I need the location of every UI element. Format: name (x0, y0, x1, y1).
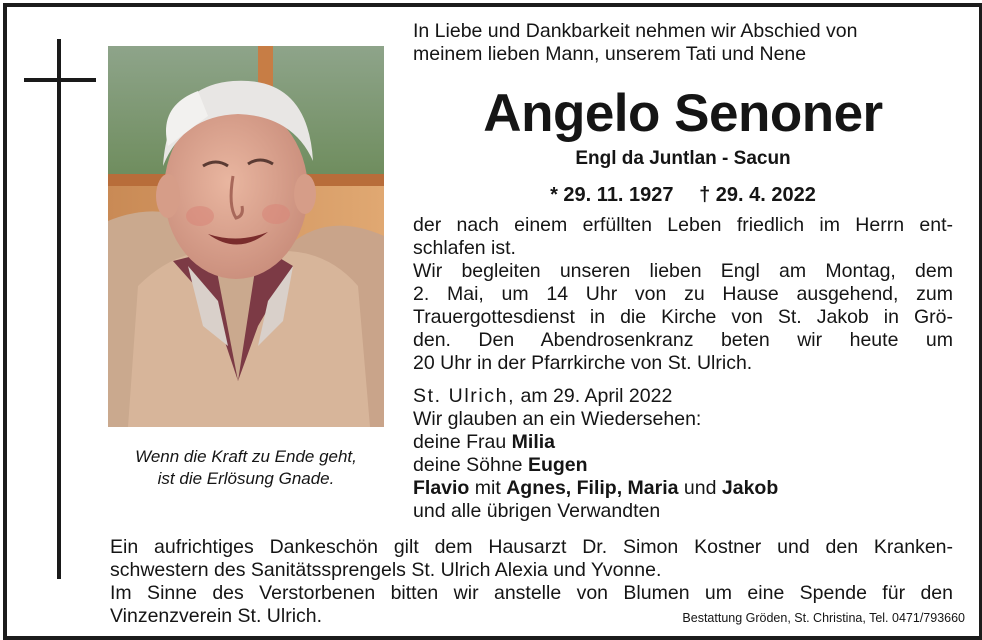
thanks-line: schwestern des Sanitätssprengels St. Ulrich Alexia und Yvonne. (110, 559, 662, 581)
body-line: Wir begleiten unseren lieben Engl am Montag, dem (413, 260, 953, 282)
announcement-body (413, 214, 953, 375)
place: St. Ulrich, (413, 385, 516, 407)
mourners-list (413, 408, 953, 523)
mourner-sons (413, 454, 953, 477)
grandchildren-names: Agnes, Filip, Maria (506, 477, 679, 499)
quote-line-2: ist die Erlösung Gnade. (157, 469, 335, 488)
quote-line-1: Wenn die Kraft zu Ende geht, (135, 447, 357, 466)
cross-horizontal-bar (24, 78, 96, 82)
mourner-wife (413, 431, 953, 454)
mourners-intro: Wir glauben an ein Wiedersehen: (413, 408, 702, 430)
life-dates (413, 183, 953, 207)
memorial-quote (108, 446, 384, 490)
portrait-photo (108, 46, 384, 427)
thanks-line: Ein aufrichtiges Dankeschön gilt dem Hausarzt Dr. Simon Kostner und den Kranken- (110, 536, 953, 558)
grandchild-name: Jakob (721, 477, 779, 499)
place-date-line (413, 385, 953, 408)
son-name: Flavio (413, 477, 470, 499)
body-line: Trauergottesdienst in die Kirche von St. Jakob in Grö- (413, 306, 953, 328)
mourner-relatives: und alle übrigen Verwandten (413, 500, 661, 522)
body-line: schlafen ist. (413, 237, 516, 259)
wife-name: Milia (511, 431, 555, 453)
body-line: der nach einem erfüllten Leben friedlich im Herrn ent- (413, 214, 953, 236)
funeral-home-credit: Bestattung Gröden, St. Christina, Tel. 0471/793660 (682, 611, 965, 625)
body-line: 20 Uhr in der Pfarrkirche von St. Ulrich. (413, 352, 753, 374)
body-line: den. Den Abendrosenkranz beten wir heute um (413, 329, 953, 351)
sons-prefix: deine Söhne (413, 454, 523, 476)
intro-line-1: In Liebe und Dankbarkeit nehmen wir Abschied von (413, 20, 858, 42)
intro-line-2: meinem lieben Mann, unserem Tati und Nene (413, 43, 807, 65)
body-line: 2. Mai, um 14 Uhr von zu Hause ausgehend, zum (413, 283, 953, 305)
deceased-name: Angelo Senoner (483, 84, 883, 143)
son-name: Eugen (527, 454, 588, 476)
thanks-line: Im Sinne des Verstorbenen bitten wir anstelle von Blumen um eine Spende für den (110, 582, 953, 604)
mourner-grandchildren (413, 477, 953, 500)
and-word: und (683, 477, 717, 499)
death-date: † 29. 4. 2022 (699, 184, 816, 206)
deceased-nickname: Engl da Juntlan - Sacun (575, 148, 791, 169)
with-word: mit (474, 477, 501, 499)
date: am 29. April 2022 (520, 385, 673, 407)
birth-date: * 29. 11. 1927 (550, 184, 674, 206)
thanks-line: Vinzenzverein St. Ulrich. (110, 605, 323, 627)
intro-text (413, 20, 953, 66)
cross-vertical-bar (57, 39, 61, 579)
wife-prefix: deine Frau (413, 431, 507, 453)
